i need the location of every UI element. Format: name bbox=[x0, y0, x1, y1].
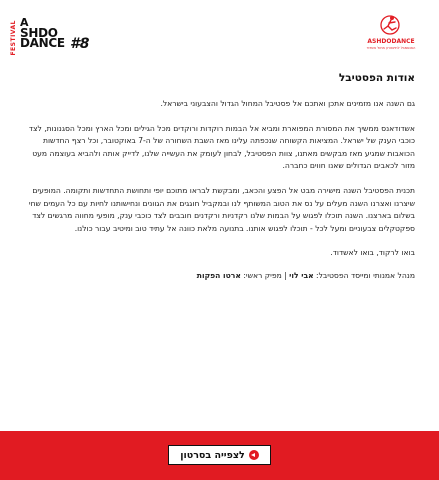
article-paragraph: תכנית הפסטיבל השנה מישירה מבט אל הפצע והכאב, ומבקשת לבראו מתוכם יופי ותחושת התחדשות ותקומה. המופעים שיצרנו ואצרנו השנה מעלים על נס את הטוב המשותף לנו ובמקביל חוגגים את הגוונים ונחישותנו לחיות עם כל העמים שחי בשלום בארצנו. השנה תוכלו לפגוש על הבמות שלנו רקדניות ורקדנים חובבים לצד כוכבי ענק, מופעי מחווה מרגשים לצד ספקטקלים צבעוניים ומעל לכל - תוכלו לפגוש אותנו. בתנועה מלאת כוונה אל עתיד טוב ומיטיב עבור כולנו. bbox=[28, 185, 415, 233]
article-paragraph: גם השנה אנו מזמינים אתכן ואתכם אל פסטיבל המחול הגדול והצבעוני בישראל. bbox=[160, 99, 415, 108]
watch-video-button[interactable] bbox=[168, 445, 271, 465]
signature-name-director: אבי לוי bbox=[289, 270, 314, 280]
signature-name-producer: ארטו הפקות bbox=[196, 270, 241, 280]
festival-logo bbox=[10, 18, 140, 54]
article-title: אודות הפסטיבל bbox=[338, 72, 415, 84]
article bbox=[23, 72, 415, 295]
dancer-logo-icon bbox=[375, 14, 405, 38]
article-paragraph: אשדודאנס ממשיך את המסורת המפוארת ומביא אל הבמות רוקדות ורוקדים מכל הגילים ומכל הארץ ומכל הסגנונות, לצד כוכבי הענק של ישראל. המציאות הקשוחה שנכפתה עלינו מאז השבת השחורה של ה-7 באוקטובר, וכל רצף החדשות הכואבות שמגיע מאז מבקשים מאתנו, צוות הפסטיבל, לבחון לעומק את העשייה שלנו, לדייק אותה ולהביא בעוצמה מעט מזור לכאבים הגדולים שאנו חווים כחברה. bbox=[28, 123, 415, 171]
footer-bar bbox=[0, 431, 439, 480]
festival-vertical-text: FESTIVAL bbox=[10, 20, 17, 56]
article-paragraph: בואו לרקוד, בואו לאשדוד. bbox=[330, 248, 415, 258]
page-header bbox=[0, 0, 439, 62]
festival-name bbox=[20, 18, 65, 48]
article-signature bbox=[23, 270, 415, 283]
watch-video-label: לצפייה בסרטון bbox=[180, 449, 245, 461]
brand-subtitle: האנסמבל לתיאטרון מחול אשדוד bbox=[366, 46, 416, 50]
festival-line-2: SHDO bbox=[20, 26, 58, 40]
festival-number: #8 bbox=[70, 36, 90, 52]
brand-name: ASHDODANCE bbox=[367, 38, 415, 45]
festival-line-1: A bbox=[20, 16, 29, 29]
ashdodance-logo bbox=[365, 14, 417, 54]
signature-prefix: מנהל אמנותי ומייסד הפסטיבל: bbox=[316, 270, 415, 280]
festival-line-3: DANCE bbox=[20, 36, 65, 50]
signature-separator: | מפיק ראשי: bbox=[243, 270, 290, 280]
play-icon bbox=[249, 450, 259, 460]
